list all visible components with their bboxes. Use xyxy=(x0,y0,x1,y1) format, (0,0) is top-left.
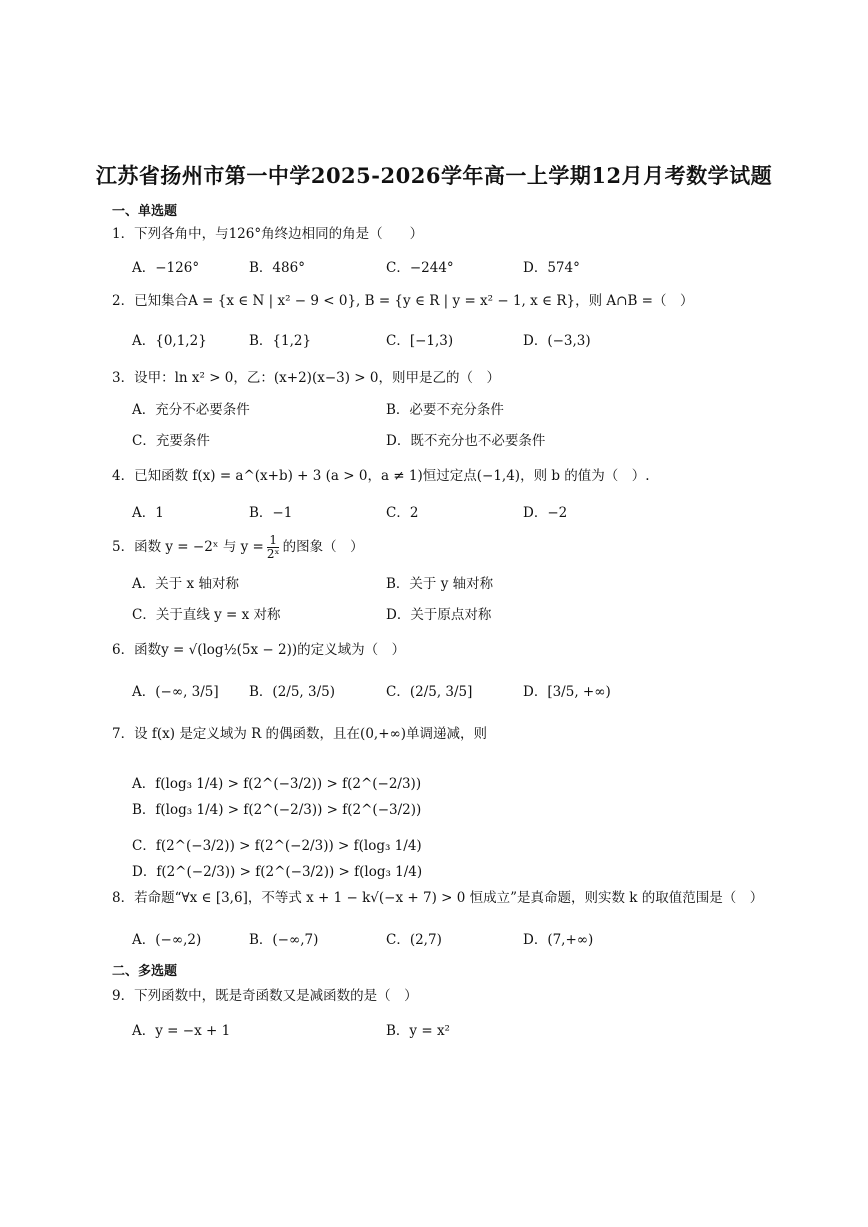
q3-option-a: A．充分不必要条件 xyxy=(132,402,250,418)
q2-set-definitions: A = {x ∈ N | x² − 9 < 0}, B = {y ∈ R | y = x² − 1, x ∈ R} xyxy=(188,293,576,309)
section-heading-single-choice: 一、单选题 xyxy=(112,204,178,219)
q6-option-a: A．(−∞, 3/5] xyxy=(132,684,219,700)
q5-option-d: D．关于原点对称 xyxy=(386,607,492,623)
question-5-stem: 5．函数 y = −2ˣ 与 y = $\frac{1}{\text{2ˣ}}$ 的图象（ ） xyxy=(112,533,364,561)
question-7-stem: 7．设 f(x) 是定义域为 R 的偶函数，且在(0,+∞)单调递减，则 xyxy=(112,726,488,742)
question-6-stem: 6．函数y = √(log½(5x − 2))的定义域为（ ） xyxy=(112,642,406,658)
q9-option-a: A．y = −x + 1 xyxy=(132,1023,231,1039)
q7-option-c: C．f(2^(−3/2)) > f(2^(−2/3)) > f(log₃ 1/4) xyxy=(132,838,422,854)
q8-option-c: C．(2,7) xyxy=(386,932,442,948)
q5-option-a: A．关于 x 轴对称 xyxy=(132,576,239,592)
page-title: 江苏省扬州市第一中学2025-2026学年高一上学期12月月考数学试题 xyxy=(95,163,773,188)
question-3-stem: 3．设甲：ln x² > 0，乙：(x+2)(x−3) > 0，则甲是乙的（ ） xyxy=(112,370,500,386)
q6-function: y = √(log½(5x − 2)) xyxy=(161,642,298,658)
q1-option-c: C．−244° xyxy=(386,260,454,276)
q3-option-b: B．必要不充分条件 xyxy=(386,402,504,418)
q1-option-b: B．486° xyxy=(249,260,305,276)
question-2-stem: 2．已知集合A = {x ∈ N | x² − 9 < 0}, B = {y ∈ R | y = x² − 1, x ∈ R}，则 A∩B =（ ） xyxy=(112,293,694,309)
question-1-stem: 1．下列各角中，与126°角终边相同的角是（ ） xyxy=(112,226,424,242)
q3-option-d: D．既不充分也不必要条件 xyxy=(386,433,546,449)
q1-option-d: D．574° xyxy=(523,260,580,276)
q2-option-b: B．{1,2} xyxy=(249,333,312,349)
q2-option-c: C．[−1,3) xyxy=(386,333,454,349)
question-8-stem: 8．若命题“∀x ∈ [3,6]，不等式 x + 1 − k√(−x + 7) > 0 恒成立”是真命题，则实数 k 的取值范围是（ ） xyxy=(112,890,764,906)
q6-option-b: B．(2/5, 3/5) xyxy=(249,684,335,700)
q1-option-a: A．−126° xyxy=(132,260,200,276)
q5-option-b: B．关于 y 轴对称 xyxy=(386,576,494,592)
q9-option-b: B．y = x² xyxy=(386,1023,450,1039)
q4-option-d: D．−2 xyxy=(523,505,568,521)
question-9-stem: 9．下列函数中，既是奇函数又是减函数的是（ ） xyxy=(112,988,418,1004)
q3-option-c: C．充要条件 xyxy=(132,433,210,449)
q8-option-b: B．(−∞,7) xyxy=(249,932,319,948)
question-4-stem: 4．已知函数 f(x) = a^(x+b) + 3 (a > 0，a ≠ 1)恒过定点(−1,4)，则 b 的值为（ ）. xyxy=(112,468,650,484)
section-heading-multiple-choice: 二、多选题 xyxy=(112,964,178,979)
q8-option-d: D．(7,+∞) xyxy=(523,932,594,948)
q2-option-d: D．(−3,3) xyxy=(523,333,591,349)
q2-option-a: A．{0,1,2} xyxy=(132,333,207,349)
q7-option-a: A．f(log₃ 1/4) > f(2^(−3/2)) > f(2^(−2/3)) xyxy=(132,776,422,792)
q4-option-c: C．2 xyxy=(386,505,419,521)
q7-option-d: D．f(2^(−2/3)) > f(2^(−3/2)) > f(log₃ 1/4) xyxy=(132,864,423,880)
q5-fraction: $\frac{1}{\text{2ˣ}}$ xyxy=(266,533,280,561)
q4-option-b: B．−1 xyxy=(249,505,293,521)
q6-option-c: C．(2/5, 3/5] xyxy=(386,684,473,700)
q7-option-b: B．f(log₃ 1/4) > f(2^(−2/3)) > f(2^(−3/2)) xyxy=(132,802,422,818)
q5-option-c: C．关于直线 y = x 对称 xyxy=(132,607,281,623)
q8-option-a: A．(−∞,2) xyxy=(132,932,202,948)
q4-option-a: A．1 xyxy=(132,505,164,521)
q6-option-d: D．[3/5, +∞) xyxy=(523,684,611,700)
